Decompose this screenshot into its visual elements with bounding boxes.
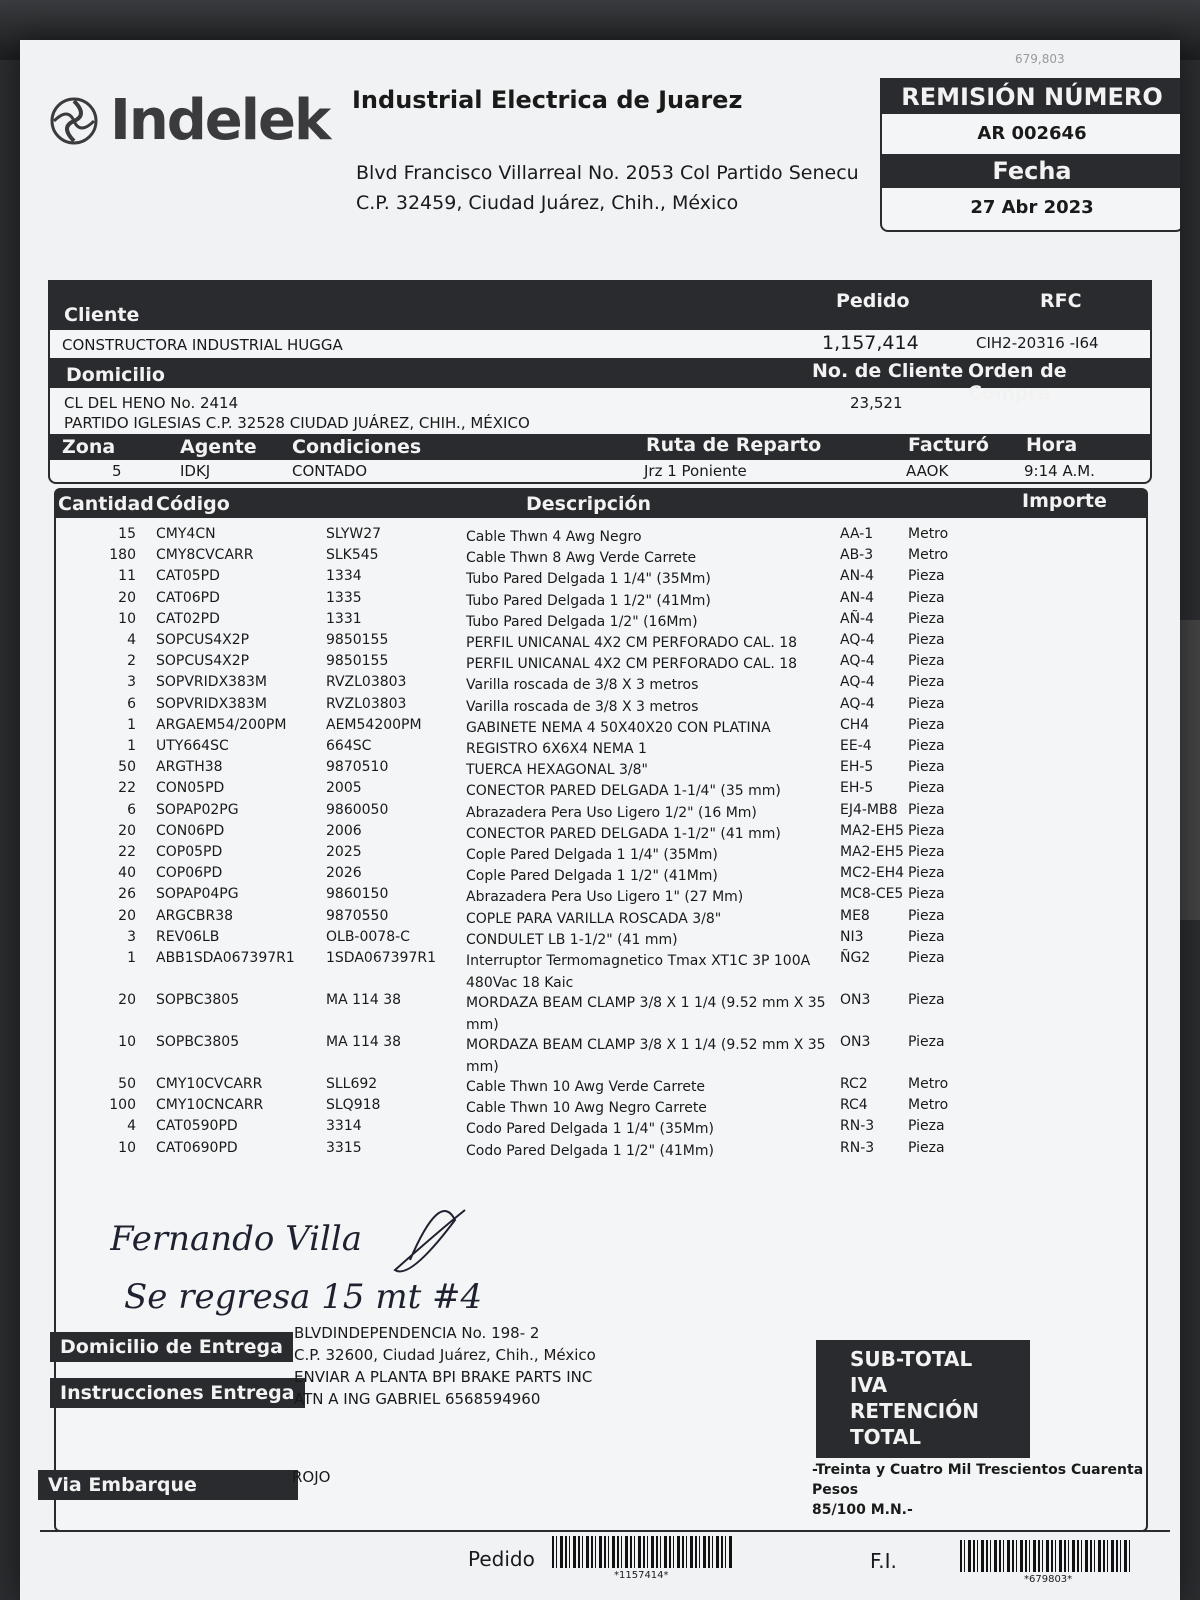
bottom-border bbox=[40, 1530, 1170, 1532]
item-alt-code: SLK545 bbox=[326, 547, 379, 564]
instrucciones-line-2: ATN A ING GABRIEL 6568594960 bbox=[294, 1390, 541, 1408]
item-location: AB-3 bbox=[840, 547, 874, 564]
item-description: Cable Thwn 8 Awg Verde Carrete bbox=[466, 550, 697, 567]
ruta-label: Ruta de Reparto bbox=[646, 434, 822, 456]
item-description: Abrazadera Pera Uso Ligero 1" (27 Mm) bbox=[466, 889, 744, 906]
item-description: TUERCA HEXAGONAL 3/8" bbox=[466, 762, 648, 779]
cliente-label: Cliente bbox=[64, 304, 140, 326]
item-code: SOPAP02PG bbox=[156, 801, 239, 818]
table-row bbox=[56, 823, 1146, 843]
item-location: EJ4-MB8 bbox=[840, 801, 898, 818]
company-name: Industrial Electrica de Juarez bbox=[352, 86, 743, 114]
zona-label: Zona bbox=[62, 436, 116, 458]
fi-barcode bbox=[960, 1540, 1130, 1572]
pedido-label: Pedido bbox=[836, 290, 910, 312]
item-unit: Metro bbox=[908, 526, 949, 542]
domicilio-values-row bbox=[50, 388, 1150, 434]
handwritten-note bbox=[110, 1200, 540, 1320]
item-alt-code: 9870510 bbox=[326, 759, 389, 776]
table-row bbox=[56, 611, 1146, 631]
document-code: 679,803 bbox=[1015, 52, 1065, 66]
retencion-label: RETENCIÓN bbox=[850, 1399, 979, 1423]
item-alt-code: RVZL03803 bbox=[326, 674, 407, 691]
item-unit: Pieza bbox=[908, 992, 945, 1008]
item-location: AÑ-4 bbox=[840, 610, 875, 627]
table-row bbox=[56, 1097, 1146, 1117]
item-quantity: 3 bbox=[127, 928, 136, 945]
item-quantity: 26 bbox=[118, 886, 136, 903]
item-location: EH-5 bbox=[840, 759, 874, 776]
zona-values-row bbox=[50, 460, 1150, 482]
table-row bbox=[56, 1140, 1146, 1160]
item-description: Codo Pared Delgada 1 1/4" (35Mm) bbox=[466, 1121, 714, 1138]
item-quantity: 1 bbox=[127, 738, 136, 754]
item-description: GABINETE NEMA 4 50X40X20 CON PLATINA bbox=[466, 719, 771, 736]
item-unit: Pieza bbox=[908, 759, 945, 776]
item-location: EE-4 bbox=[840, 738, 872, 754]
item-code: CON05PD bbox=[156, 780, 225, 797]
item-alt-code: 1331 bbox=[326, 610, 362, 627]
table-row bbox=[56, 1034, 1146, 1075]
item-code: CAT0690PD bbox=[156, 1139, 238, 1156]
item-unit: Pieza bbox=[908, 738, 945, 754]
item-unit: Metro bbox=[908, 547, 949, 564]
remision-label: REMISIÓN NÚMERO bbox=[882, 80, 1180, 114]
instrucciones-line-1: ENVIAR A PLANTA BPI BRAKE PARTS INC bbox=[294, 1368, 593, 1386]
descripcion-header: Descripción bbox=[526, 493, 652, 515]
item-code: REV06LB bbox=[156, 928, 220, 945]
item-location: MC8-CE5 bbox=[840, 886, 904, 903]
pedido-barcode-text: *1157414* bbox=[614, 1570, 669, 1581]
table-row bbox=[56, 526, 1146, 546]
item-description: MORDAZA BEAM CLAMP 3/8 X 1 1/4 (9.52 mm X 35 mm) bbox=[466, 995, 826, 1033]
item-quantity: 6 bbox=[127, 801, 136, 818]
item-alt-code: 2006 bbox=[326, 822, 362, 839]
item-location: RN-3 bbox=[840, 1139, 875, 1156]
item-quantity: 50 bbox=[118, 759, 136, 776]
item-description: CONDULET LB 1-1/2" (41 mm) bbox=[466, 931, 678, 948]
table-row bbox=[56, 653, 1146, 673]
table-row bbox=[56, 908, 1146, 928]
item-code: ARGTH38 bbox=[156, 759, 223, 776]
item-description: PERFIL UNICANAL 4X2 CM PERFORADO CAL. 18 bbox=[466, 656, 798, 673]
item-code: ARGAEM54/200PM bbox=[156, 716, 287, 733]
item-quantity: 20 bbox=[118, 907, 136, 924]
item-quantity: 22 bbox=[118, 844, 136, 860]
table-row bbox=[56, 1076, 1146, 1096]
item-unit: Pieza bbox=[908, 865, 945, 882]
table-row bbox=[56, 1118, 1146, 1138]
item-alt-code: SLYW27 bbox=[326, 526, 382, 542]
item-unit: Pieza bbox=[908, 1118, 945, 1135]
domicilio-line-2: PARTIDO IGLESIAS C.P. 32528 CIUDAD JUÁREZ, CHIH., MÉXICO bbox=[64, 414, 530, 432]
customer-block bbox=[48, 280, 1152, 484]
item-code: COP06PD bbox=[156, 865, 223, 882]
total-words-line-1: -Treinta y Cuatro Mil Trescientos Cuarenta Pesos bbox=[812, 1462, 1144, 1498]
item-location: AQ-4 bbox=[840, 695, 875, 712]
condiciones-label: Condiciones bbox=[292, 436, 422, 458]
item-code: SOPCUS4X2P bbox=[156, 653, 250, 670]
logo-text: Indelek bbox=[110, 88, 330, 153]
table-row bbox=[56, 992, 1146, 1033]
fecha-value: 27 Abr 2023 bbox=[970, 197, 1094, 218]
item-alt-code: SLQ918 bbox=[326, 1097, 381, 1114]
item-code: CON06PD bbox=[156, 822, 225, 839]
item-unit: Pieza bbox=[908, 716, 945, 733]
remision-value: AR 002646 bbox=[977, 123, 1087, 144]
item-location: AN-4 bbox=[840, 568, 875, 585]
hora-label: Hora bbox=[1026, 434, 1078, 456]
item-unit: Pieza bbox=[908, 653, 945, 670]
totals-box bbox=[816, 1340, 1030, 1458]
remision-document bbox=[20, 40, 1180, 1600]
item-description: CONECTOR PARED DELGADA 1-1/4" (35 mm) bbox=[466, 783, 781, 800]
item-code: CAT06PD bbox=[156, 589, 220, 606]
item-description: Tubo Pared Delgada 1 1/4" (35Mm) bbox=[466, 571, 711, 588]
cliente-header-bar bbox=[50, 282, 1150, 330]
table-row bbox=[56, 738, 1146, 758]
item-quantity: 15 bbox=[118, 526, 136, 542]
item-quantity: 22 bbox=[118, 780, 136, 797]
item-alt-code: 9870550 bbox=[326, 907, 389, 924]
condiciones-value: CONTADO bbox=[292, 462, 368, 480]
item-quantity: 3 bbox=[127, 674, 136, 691]
table-row bbox=[56, 780, 1146, 800]
item-quantity: 100 bbox=[109, 1097, 136, 1114]
domicilio-entrega-line-2: C.P. 32600, Ciudad Juárez, Chih., México bbox=[294, 1346, 596, 1364]
item-location: NI3 bbox=[840, 928, 864, 945]
indelek-logo bbox=[48, 88, 329, 153]
footer-pedido-label: Pedido bbox=[468, 1547, 535, 1571]
item-unit: Pieza bbox=[908, 1034, 945, 1050]
item-quantity: 10 bbox=[118, 1034, 136, 1050]
item-description: Tubo Pared Delgada 1/2" (16Mm) bbox=[466, 613, 698, 630]
item-location: ON3 bbox=[840, 1034, 871, 1050]
pedido-value: 1,157,414 bbox=[822, 332, 919, 354]
item-unit: Metro bbox=[908, 1076, 949, 1092]
table-row bbox=[56, 568, 1146, 588]
domicilio-entrega-label: Domicilio de Entrega bbox=[50, 1332, 293, 1362]
item-code: CAT05PD bbox=[156, 568, 220, 585]
item-quantity: 1 bbox=[127, 716, 136, 733]
footer-fi-label: F.I. bbox=[870, 1549, 897, 1573]
codigo-header: Código bbox=[156, 493, 230, 515]
item-code: CMY4CN bbox=[156, 526, 216, 542]
item-quantity: 50 bbox=[118, 1076, 136, 1092]
item-description: Codo Pared Delgada 1 1/2" (41Mm) bbox=[466, 1142, 714, 1159]
item-description: Cable Thwn 10 Awg Negro Carrete bbox=[466, 1100, 707, 1117]
swirl-logo-icon bbox=[48, 95, 100, 147]
item-code: SOPCUS4X2P bbox=[156, 632, 250, 648]
item-unit: Pieza bbox=[908, 695, 945, 712]
item-unit: Pieza bbox=[908, 610, 945, 627]
item-location: AQ-4 bbox=[840, 674, 875, 691]
item-alt-code: 1SDA067397R1 bbox=[326, 950, 436, 966]
item-description: Cople Pared Delgada 1 1/4" (35Mm) bbox=[466, 847, 718, 863]
item-code: ARGCBR38 bbox=[156, 907, 234, 924]
item-unit: Pieza bbox=[908, 568, 945, 585]
rfc-label: RFC bbox=[1040, 290, 1082, 312]
item-location: MC2-EH4 bbox=[840, 865, 905, 882]
importe-header: Importe bbox=[1022, 490, 1107, 512]
item-quantity: 10 bbox=[118, 610, 136, 627]
pedido-barcode bbox=[552, 1536, 732, 1568]
cantidad-header: Cantidad bbox=[58, 493, 154, 515]
ruta-value: Jrz 1 Poniente bbox=[644, 462, 747, 480]
item-alt-code: 2026 bbox=[326, 865, 362, 882]
company-address bbox=[356, 158, 859, 218]
item-alt-code: 9850155 bbox=[326, 632, 389, 648]
table-row bbox=[56, 696, 1146, 716]
item-alt-code: MA 114 38 bbox=[326, 1034, 402, 1050]
item-description: Abrazadera Pera Uso Ligero 1/2" (16 Mm) bbox=[466, 804, 757, 821]
remision-box bbox=[880, 78, 1180, 232]
table-row bbox=[56, 759, 1146, 779]
handwriting-line-1: Fernando Villa bbox=[110, 1219, 363, 1259]
item-location: ON3 bbox=[840, 992, 871, 1008]
facturo-value: AAOK bbox=[906, 462, 949, 480]
total-label: TOTAL bbox=[850, 1425, 921, 1449]
item-location: EH-5 bbox=[840, 780, 874, 797]
iva-label: IVA bbox=[850, 1373, 888, 1397]
item-alt-code: 3314 bbox=[326, 1118, 362, 1135]
item-alt-code: RVZL03803 bbox=[326, 695, 407, 712]
item-description: PERFIL UNICANAL 4X2 CM PERFORADO CAL. 18 bbox=[466, 635, 798, 651]
item-location: MA2-EH5 bbox=[840, 822, 904, 839]
item-code: CMY10CVCARR bbox=[156, 1076, 263, 1092]
item-unit: Pieza bbox=[908, 674, 945, 691]
item-location: AQ-4 bbox=[840, 653, 875, 670]
item-unit: Pieza bbox=[908, 589, 945, 606]
item-code: SOPVRIDX383M bbox=[156, 674, 267, 691]
item-description: Cople Pared Delgada 1 1/2" (41Mm) bbox=[466, 868, 718, 885]
table-row bbox=[56, 844, 1146, 864]
item-alt-code: OLB-0078-C bbox=[326, 928, 410, 945]
signature-scribble bbox=[395, 1210, 465, 1271]
item-description: Tubo Pared Delgada 1 1/2" (41Mm) bbox=[466, 592, 711, 609]
zona-header-bar bbox=[50, 434, 1150, 460]
fecha-label: Fecha bbox=[882, 154, 1180, 188]
item-unit: Pieza bbox=[908, 632, 945, 648]
item-description: Varilla roscada de 3/8 X 3 metros bbox=[466, 677, 699, 694]
item-quantity: 2 bbox=[127, 653, 136, 670]
item-description: Cable Thwn 10 Awg Verde Carrete bbox=[466, 1079, 706, 1095]
item-alt-code: 2005 bbox=[326, 780, 362, 797]
no-cliente-value: 23,521 bbox=[850, 394, 903, 412]
via-embarque-label: Via Embarque bbox=[38, 1470, 298, 1500]
item-unit: Pieza bbox=[908, 1139, 945, 1156]
subtotal-label: SUB-TOTAL bbox=[850, 1347, 973, 1371]
table-row bbox=[56, 886, 1146, 906]
item-unit: Pieza bbox=[908, 844, 945, 860]
item-unit: Pieza bbox=[908, 950, 945, 966]
table-row bbox=[56, 590, 1146, 610]
item-alt-code: 9850155 bbox=[326, 653, 389, 670]
item-location: ME8 bbox=[840, 907, 870, 924]
item-description: MORDAZA BEAM CLAMP 3/8 X 1 1/4 (9.52 mm X 35 mm) bbox=[466, 1037, 826, 1075]
item-code: ABB1SDA067397R1 bbox=[156, 950, 295, 966]
item-unit: Pieza bbox=[908, 822, 945, 839]
item-code: SOPBC3805 bbox=[156, 1034, 240, 1050]
hora-value: 9:14 A.M. bbox=[1024, 462, 1095, 480]
item-unit: Pieza bbox=[908, 907, 945, 924]
item-unit: Pieza bbox=[908, 801, 945, 818]
item-description: COPLE PARA VARILLA ROSCADA 3/8" bbox=[466, 910, 722, 927]
item-location: RN-3 bbox=[840, 1118, 875, 1135]
item-location: RC2 bbox=[840, 1076, 868, 1092]
items-header-row bbox=[56, 490, 1146, 518]
item-alt-code: 1335 bbox=[326, 589, 362, 606]
item-alt-code: 664SC bbox=[326, 738, 372, 754]
total-words-line-2: 85/100 M.N.- bbox=[812, 1502, 913, 1518]
item-code: CMY8CVCARR bbox=[156, 547, 254, 564]
item-location: AN-4 bbox=[840, 589, 875, 606]
agente-value: IDKJ bbox=[180, 462, 211, 480]
item-location: MA2-EH5 bbox=[840, 844, 904, 860]
table-row bbox=[56, 929, 1146, 949]
item-quantity: 4 bbox=[127, 1118, 136, 1135]
item-location: AA-1 bbox=[840, 526, 874, 542]
item-alt-code: AEM54200PM bbox=[326, 716, 422, 733]
item-alt-code: MA 114 38 bbox=[326, 992, 402, 1008]
item-alt-code: 2025 bbox=[326, 844, 362, 860]
item-location: CH4 bbox=[840, 716, 870, 733]
table-row bbox=[56, 802, 1146, 822]
item-unit: Pieza bbox=[908, 780, 945, 797]
agente-label: Agente bbox=[180, 436, 257, 458]
facturo-label: Facturó bbox=[908, 434, 989, 456]
item-quantity: 20 bbox=[118, 822, 136, 839]
handwriting-line-2: Se regresa 15 mt #4 bbox=[124, 1277, 483, 1317]
item-location: AQ-4 bbox=[840, 632, 875, 648]
item-code: COP05PD bbox=[156, 844, 223, 860]
no-cliente-label: No. de Cliente bbox=[812, 360, 964, 382]
via-embarque-value: ROJO bbox=[292, 1468, 331, 1486]
instrucciones-entrega-label: Instrucciones Entrega bbox=[50, 1378, 305, 1408]
item-code: CAT0590PD bbox=[156, 1118, 238, 1135]
item-quantity: 6 bbox=[127, 695, 136, 712]
item-quantity: 1 bbox=[127, 950, 136, 966]
item-code: SOPAP04PG bbox=[156, 886, 239, 903]
item-unit: Pieza bbox=[908, 928, 945, 945]
item-alt-code: 1334 bbox=[326, 568, 362, 585]
item-unit: Pieza bbox=[908, 886, 945, 903]
table-row bbox=[56, 717, 1146, 737]
orden-compra-label: Orden de Compra bbox=[968, 360, 1067, 404]
item-quantity: 11 bbox=[118, 568, 136, 585]
address-line-2: C.P. 32459, Ciudad Juárez, Chih., México bbox=[356, 192, 739, 214]
zona-value: 5 bbox=[112, 462, 122, 480]
fi-barcode-text: *679803* bbox=[1024, 1574, 1073, 1585]
item-quantity: 4 bbox=[127, 632, 136, 648]
item-alt-code: SLL692 bbox=[326, 1076, 378, 1092]
rfc-value: CIH2-20316 -I64 bbox=[976, 334, 1099, 352]
item-description: Cable Thwn 4 Awg Negro bbox=[466, 529, 642, 545]
item-quantity: 20 bbox=[118, 589, 136, 606]
item-quantity: 20 bbox=[118, 992, 136, 1008]
item-description: REGISTRO 6X6X4 NEMA 1 bbox=[466, 741, 647, 757]
domicilio-label: Domicilio bbox=[66, 364, 165, 386]
total-in-words bbox=[812, 1460, 1180, 1520]
cliente-value: CONSTRUCTORA INDUSTRIAL HUGGA bbox=[62, 336, 343, 354]
item-code: CAT02PD bbox=[156, 610, 220, 627]
item-alt-code: 9860150 bbox=[326, 886, 389, 903]
item-code: CMY10CNCARR bbox=[156, 1097, 264, 1114]
item-description: CONECTOR PARED DELGADA 1-1/2" (41 mm) bbox=[466, 825, 781, 842]
item-alt-code: 3315 bbox=[326, 1139, 362, 1156]
item-description: Interruptor Termomagnetico Tmax XT1C 3P 100A 480Vac 18 Kaic bbox=[466, 953, 811, 991]
table-row bbox=[56, 950, 1146, 991]
table-row bbox=[56, 674, 1146, 694]
item-location: ÑG2 bbox=[840, 950, 871, 966]
item-unit: Metro bbox=[908, 1097, 949, 1114]
item-location: RC4 bbox=[840, 1097, 868, 1114]
cliente-values-row bbox=[50, 330, 1150, 358]
domicilio-line-1: CL DEL HENO No. 2414 bbox=[64, 394, 239, 412]
item-quantity: 180 bbox=[109, 547, 136, 564]
domicilio-entrega-line-1: BLVDINDEPENDENCIA No. 198- 2 bbox=[294, 1324, 540, 1342]
item-code: SOPVRIDX383M bbox=[156, 695, 267, 712]
item-quantity: 10 bbox=[118, 1139, 136, 1156]
item-alt-code: 9860050 bbox=[326, 801, 389, 818]
item-description: Varilla roscada de 3/8 X 3 metros bbox=[466, 698, 699, 715]
table-row bbox=[56, 632, 1146, 652]
item-code: SOPBC3805 bbox=[156, 992, 240, 1008]
address-line-1: Blvd Francisco Villarreal No. 2053 Col Partido Senecu bbox=[356, 162, 859, 184]
item-quantity: 40 bbox=[118, 865, 136, 882]
table-row bbox=[56, 547, 1146, 567]
item-code: UTY664SC bbox=[156, 738, 229, 754]
table-row bbox=[56, 865, 1146, 885]
